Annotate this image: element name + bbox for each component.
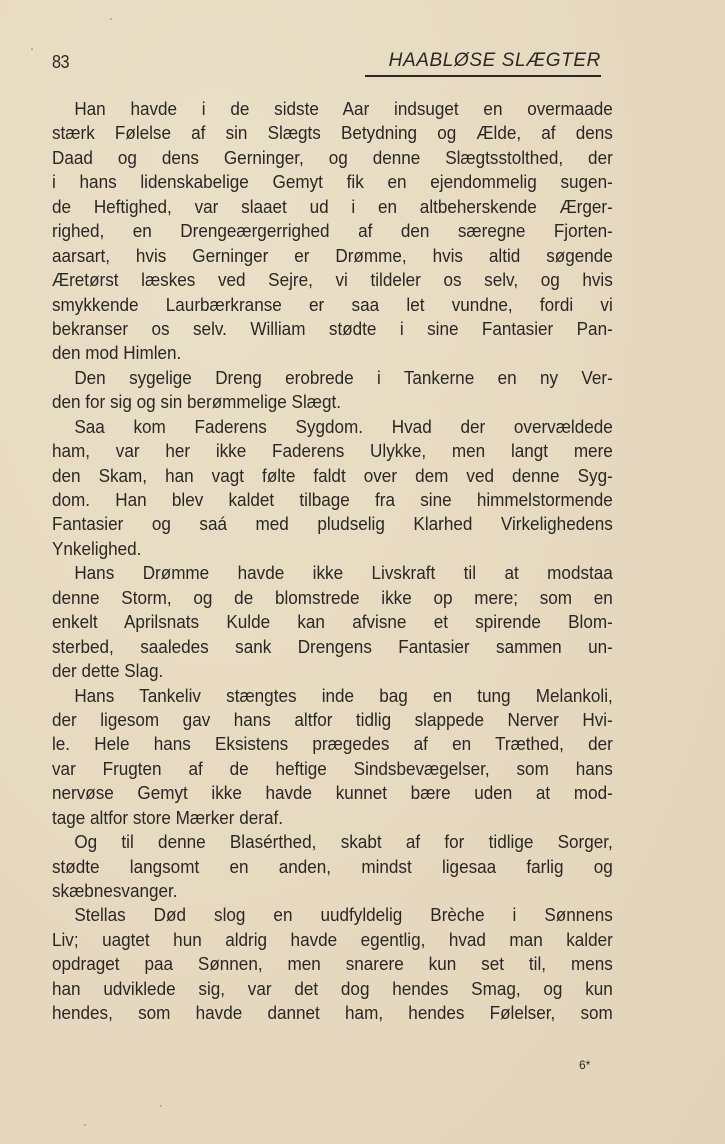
text-line: skæbnesvanger. [52,880,178,901]
paper-speck [110,18,112,20]
paper-speck [160,1105,162,1107]
text-line: Hans Tankeliv stængtes inde bag en tung Melankoli, [74,684,613,706]
text-line: righed, en Drengeærgerrighed af den særegne Fjorten- [52,220,613,242]
text-line: Hans Drømme havde ikke Livskraft til at modstaa [74,562,613,584]
text-line: var Frugten af de heftige Sindsbevægelser, som hans [52,757,613,779]
text-line: aarsart, hvis Gerninger er Drømme, hvis altid søgende [52,244,613,266]
text-line: Og til denne Blasérthed, skabt af for tidlige Sorger, [74,831,613,853]
text-line: Den sygelige Dreng erobrede i Tankerne en ny Ver- [74,366,613,388]
text-line: ham, var her ikke Faderens Ulykke, men langt mere [52,440,613,462]
text-line: tage altfor store Mærker deraf. [52,806,283,828]
text-line: le. Hele hans Eksistens prægedes af en Træthed, der [52,733,613,755]
text-line: den Skam, han vagt følte faldt over dem ved denne Syg- [52,464,613,486]
text-line: Stellas Død slog en uudfyldelig Brèche i Sønnens [74,904,613,926]
text-line: stærk Følelse af sin Slægts Betydning og Ælde, af dens [52,122,613,144]
running-head: HAABLØSE SLÆGTER [365,50,601,77]
text-line: smykkende Laurbærkranse er saa let vundne, fordi vi [52,293,613,315]
text-line: Æretørst læskes ved Sejre, vi tildeler os selv, og hvis [52,269,613,291]
text-line: den for sig og sin berømmelige Slægt. [52,391,341,413]
paper-speck [84,1124,86,1126]
text-line: der dette Slag. [52,660,164,682]
body-text [52,97,613,1026]
text-line: Daad og dens Gerninger, og denne Slægtsstolthed, der [52,146,613,168]
page-number: 83 [52,52,70,72]
paper-speck [31,48,33,50]
text-line: i hans lidenskabelige Gemyt fik en ejendommelig sugen- [52,171,613,193]
text-line: den mod Himlen. [52,342,182,364]
text-line: nervøse Gemyt ikke havde kunnet bære uden at mod- [52,782,613,804]
text-line: Fantasier og saá med pludselig Klarhed Virkelighedens [52,513,613,535]
text-line: denne Storm, og de blomstrede ikke op mere; som en [52,586,613,608]
text-line: Liv; uagtet hun aldrig havde egentlig, hvad man kalder [52,928,613,950]
text-line: hendes, som havde dannet ham, hendes Følelser, som [52,1002,613,1024]
text-line: han udviklede sig, var det dog hendes Smag, og kun [52,977,613,999]
text-line: Saa kom Faderens Sygdom. Hvad der overvældede [74,415,613,437]
text-line: Ynkelighed. [52,537,142,559]
text-line: de Heftighed, var slaaet ud i en altbeherskende Ærger- [52,195,613,217]
text-line: Han havde i de sidste Aar indsuget en overmaade [74,98,613,119]
text-line: dom. Han blev kaldet tilbage fra sine himmelstormende [52,489,613,510]
text-line: der ligesom gav hans altfor tidlig slappede Nerver Hvi- [52,708,613,730]
text-line: stødte langsomt en anden, mindst ligesaa farlig og [52,855,613,877]
signature-mark: 6* [579,1058,591,1072]
text-line: sterbed, saaledes sank Drengens Fantasier sammen un- [52,635,613,657]
text-line: enkelt Aprilsnats Kulde kan afvisne et spirende Blom- [52,611,613,633]
text-line: opdraget paa Sønnen, men snarere kun set til, mens [52,953,613,975]
text-line: bekranser os selv. William stødte i sine Fantasier Pan- [52,317,613,339]
